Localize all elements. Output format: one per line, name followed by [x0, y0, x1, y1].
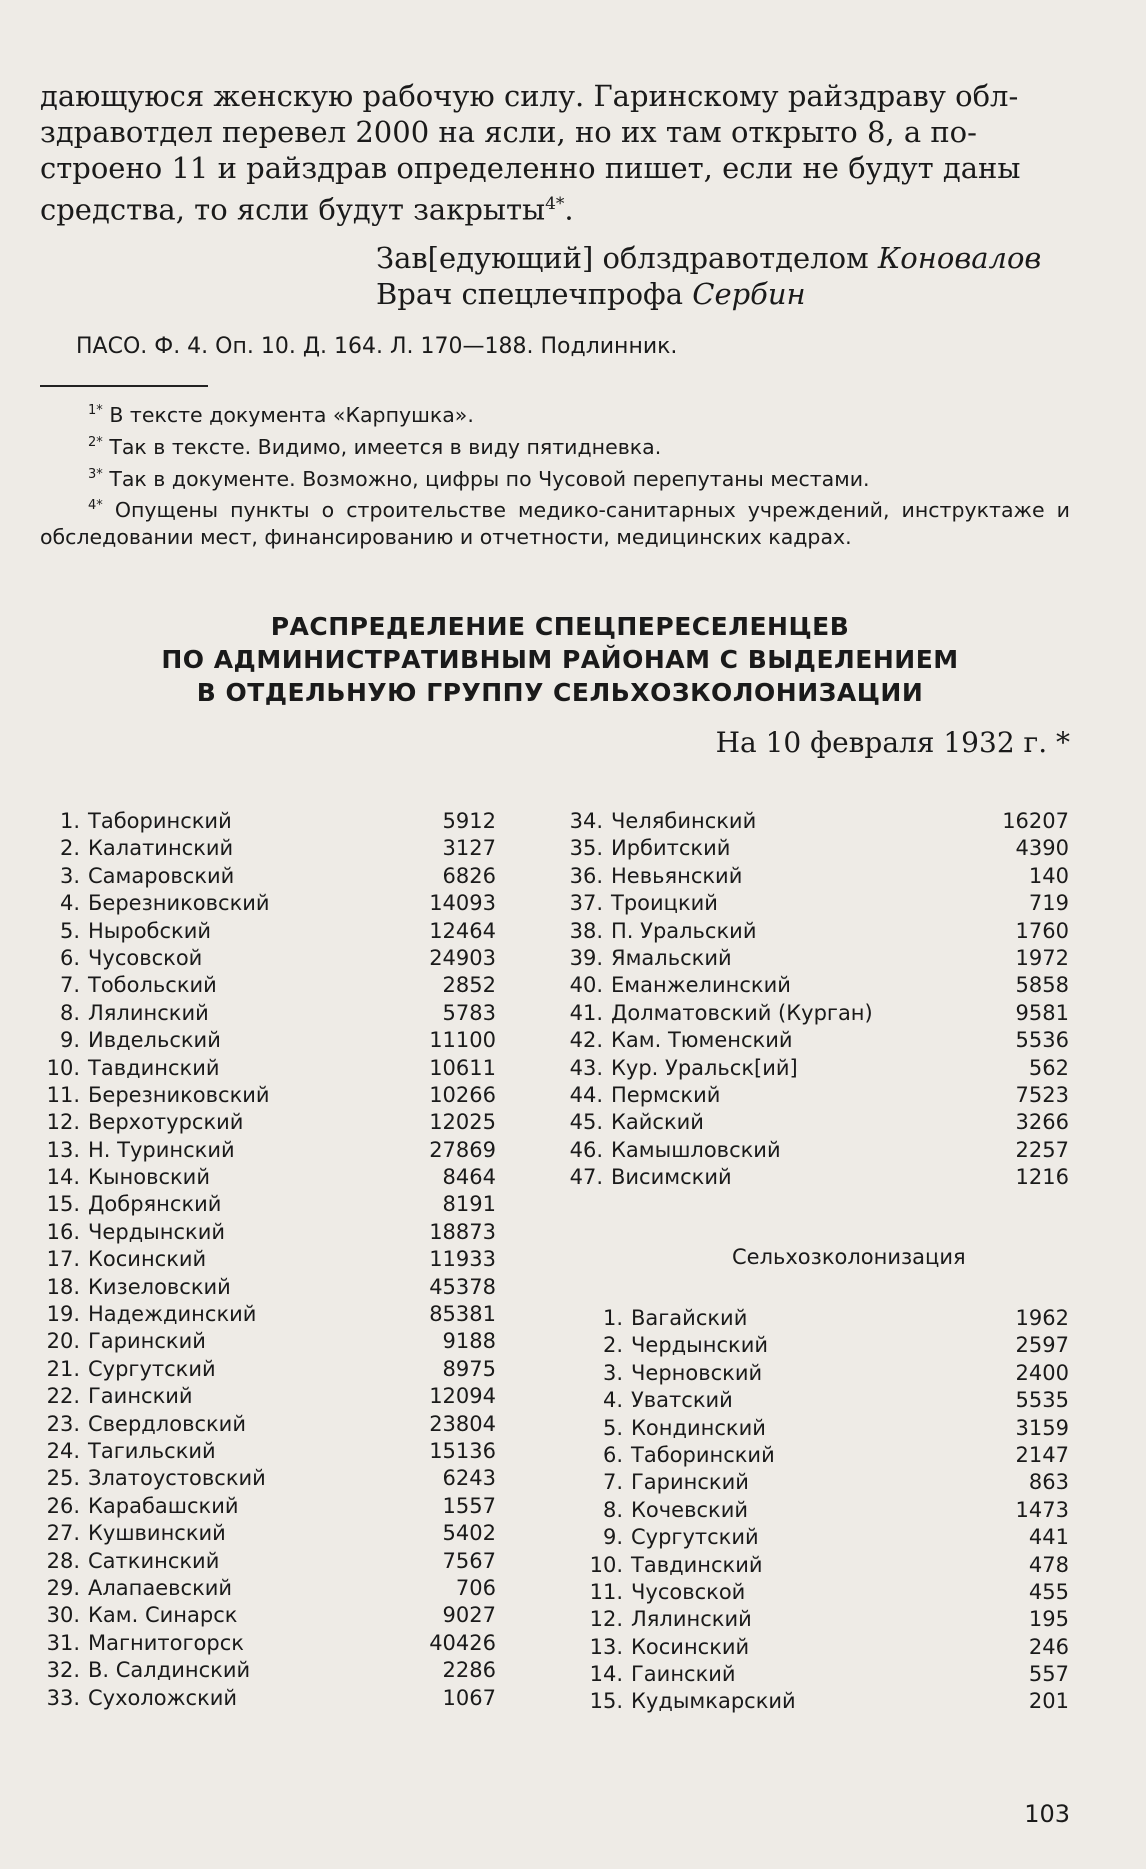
item-number: 39. — [569, 945, 603, 970]
item-number: 9. — [59, 1028, 80, 1053]
list-item — [40, 890, 496, 917]
footnote — [40, 461, 1070, 493]
item-number: 27. — [46, 1521, 80, 1546]
item-number: 47. — [569, 1165, 603, 1190]
item-name: Косинский — [88, 1247, 207, 1272]
item-value: 14093 — [429, 891, 496, 916]
item-name: Магнитогорск — [88, 1630, 244, 1655]
footnote-text: Так в тексте. Видимо, имеется в виду пятидневка. — [109, 434, 662, 459]
item-name: Таборинский — [88, 809, 232, 833]
item-value: 12025 — [429, 1110, 496, 1135]
list-item — [563, 835, 1069, 862]
item-number: 18. — [46, 1274, 80, 1299]
list-item — [40, 945, 496, 972]
item-value: 478 — [1028, 1552, 1069, 1577]
list-item — [40, 1575, 496, 1602]
item-name: В. Салдинский — [88, 1658, 251, 1683]
item-name: Чусовской — [88, 945, 203, 970]
item-name: Чусовской — [631, 1579, 746, 1604]
item-number: 21. — [46, 1356, 80, 1381]
list-item — [40, 1493, 496, 1520]
footnote-mark: 3* — [88, 466, 103, 482]
item-value: 16207 — [1002, 809, 1069, 833]
item-name: Калатинский — [88, 836, 234, 861]
item-value: 562 — [1028, 1055, 1069, 1080]
item-number: 13. — [589, 1634, 623, 1659]
item-name: Карабашский — [88, 1493, 239, 1518]
item-value: 6826 — [442, 863, 496, 888]
list-item — [583, 1442, 1069, 1469]
item-number: 28. — [46, 1548, 80, 1573]
item-number: 2. — [602, 1333, 623, 1358]
item-number: 26. — [46, 1493, 80, 1518]
item-value: 3159 — [1015, 1415, 1069, 1440]
item-number: 23. — [46, 1411, 80, 1436]
list-item — [583, 1524, 1069, 1551]
paragraph-line: здравотдел перевел 2000 на ясли, но их там открыто 8, а по- — [40, 115, 977, 149]
item-value: 1962 — [1015, 1306, 1069, 1330]
signature-title: Зав[едующий] облздравотделом — [376, 241, 869, 275]
colonization-list — [583, 1305, 1069, 1716]
item-value: 557 — [1028, 1662, 1069, 1687]
list-item — [40, 863, 496, 890]
item-number: 24. — [46, 1438, 80, 1463]
item-name: Кондинский — [631, 1415, 766, 1440]
item-number: 41. — [569, 1000, 603, 1025]
list-item — [563, 1000, 1069, 1027]
item-name: Березниковский — [88, 1082, 270, 1107]
item-name: Кудымкарский — [631, 1689, 796, 1714]
list-item — [583, 1332, 1069, 1359]
item-name: Вагайский — [631, 1306, 748, 1330]
item-number: 33. — [46, 1685, 80, 1710]
item-name: Н. Туринский — [88, 1137, 235, 1162]
item-number: 4. — [602, 1388, 623, 1413]
item-value: 24903 — [429, 945, 496, 970]
paragraph-line-text: средства, то ясли будут закрыты — [40, 192, 546, 227]
item-number: 19. — [46, 1302, 80, 1327]
item-number: 30. — [46, 1603, 80, 1628]
list-item — [563, 863, 1069, 890]
item-name: Долматовский (Курган) — [611, 1000, 873, 1025]
item-number: 40. — [569, 973, 603, 998]
list-item — [563, 1055, 1069, 1082]
list-item — [563, 1109, 1069, 1136]
list-item — [40, 1520, 496, 1547]
item-name: Тавдинский — [88, 1055, 220, 1080]
item-name: Кушвинский — [88, 1521, 226, 1546]
list-item — [583, 1469, 1069, 1496]
item-value: 6243 — [442, 1466, 496, 1491]
item-value: 18873 — [429, 1219, 496, 1244]
item-name: Чердынский — [88, 1219, 226, 1244]
list-item — [583, 1305, 1069, 1332]
item-name: П. Уральский — [611, 918, 757, 943]
footnote-mark: 1* — [88, 403, 103, 418]
footnote-divider — [40, 385, 208, 387]
item-name: Самаровский — [88, 863, 235, 888]
list-item — [40, 1383, 496, 1410]
item-number: 17. — [46, 1247, 80, 1272]
item-value: 2147 — [1015, 1442, 1069, 1467]
list-item — [583, 1688, 1069, 1715]
footnote-text: Так в документе. Возможно, цифры по Чусовой перепутаны местами. — [109, 466, 870, 491]
title-line: В ОТДЕЛЬНУЮ ГРУППУ СЕЛЬХОЗКОЛОНИЗАЦИИ — [196, 678, 924, 707]
item-value: 1972 — [1015, 945, 1069, 970]
list-item — [40, 1328, 496, 1355]
list-item — [563, 1137, 1069, 1164]
item-number: 4. — [59, 891, 80, 916]
item-number: 6. — [59, 945, 80, 970]
right-district-list — [563, 808, 1069, 1191]
item-value: 11933 — [429, 1247, 496, 1272]
item-number: 2. — [59, 836, 80, 861]
item-value: 45378 — [429, 1274, 496, 1299]
item-number: 25. — [46, 1466, 80, 1491]
list-item — [40, 1657, 496, 1684]
footnote-ref: 4* — [545, 194, 565, 214]
footnote-text: В тексте документа «Карпушка». — [109, 402, 474, 427]
item-value: 140 — [1028, 863, 1069, 888]
item-number: 5. — [59, 918, 80, 943]
item-number: 38. — [569, 918, 603, 943]
item-name: Ямальский — [611, 945, 732, 970]
list-item — [40, 1438, 496, 1465]
item-name: Черновский — [631, 1360, 763, 1385]
item-value: 23804 — [429, 1411, 496, 1436]
item-value: 3127 — [442, 836, 496, 861]
list-item — [563, 972, 1069, 999]
footnote — [40, 397, 1070, 429]
item-number: 20. — [46, 1329, 80, 1354]
item-name: Кам. Тюменский — [611, 1028, 793, 1053]
item-value: 12464 — [429, 918, 496, 943]
item-value: 27869 — [429, 1137, 496, 1162]
item-name: Надеждинский — [88, 1302, 257, 1327]
item-value: 1760 — [1015, 918, 1069, 943]
list-item — [40, 1685, 496, 1712]
item-value: 5912 — [442, 809, 496, 833]
item-number: 35. — [569, 836, 603, 861]
paragraph-line — [40, 186, 1070, 228]
item-name: Чердынский — [631, 1333, 769, 1358]
item-name: Таборинский — [631, 1442, 775, 1467]
signature-name: Коновалов — [877, 241, 1042, 275]
list-item — [40, 1246, 496, 1273]
item-number: 3. — [602, 1360, 623, 1385]
item-value: 85381 — [429, 1302, 496, 1327]
list-item — [40, 972, 496, 999]
item-value: 455 — [1028, 1579, 1069, 1604]
item-name: Тагильский — [88, 1438, 216, 1463]
item-value: 195 — [1028, 1607, 1069, 1632]
item-number: 12. — [46, 1110, 80, 1135]
item-number: 8. — [59, 1000, 80, 1025]
page-number: 103 — [1024, 1800, 1070, 1828]
item-value: 7567 — [442, 1548, 496, 1573]
item-value: 15136 — [429, 1438, 496, 1463]
list-item — [583, 1387, 1069, 1414]
item-name: Камышловский — [611, 1137, 781, 1162]
item-name: Кыновский — [88, 1165, 210, 1190]
signature-name: Сербин — [692, 277, 806, 311]
colonization-heading: Сельхозколонизация — [732, 1245, 966, 1269]
item-number: 7. — [602, 1470, 623, 1495]
item-number: 22. — [46, 1384, 80, 1409]
item-number: 14. — [46, 1165, 80, 1190]
list-item — [40, 1191, 496, 1218]
item-value: 4390 — [1015, 836, 1069, 861]
list-item — [583, 1606, 1069, 1633]
item-value: 719 — [1028, 891, 1069, 916]
item-name: Еманжелинский — [611, 973, 791, 998]
list-item — [563, 945, 1069, 972]
item-value: 7523 — [1015, 1082, 1069, 1107]
item-name: Верхотурский — [88, 1110, 244, 1135]
item-name: Троицкий — [611, 891, 718, 916]
list-item — [563, 1027, 1069, 1054]
item-name: Кизеловский — [88, 1274, 231, 1299]
document-title — [40, 610, 1080, 709]
item-number: 16. — [46, 1219, 80, 1244]
item-name: Ирбитский — [611, 836, 731, 861]
list-item — [40, 1137, 496, 1164]
item-number: 34. — [569, 809, 603, 833]
item-name: Златоустовский — [88, 1466, 266, 1491]
item-name: Алапаевский — [88, 1575, 233, 1600]
title-line: РАСПРЕДЕЛЕНИЕ СПЕЦПЕРЕСЕЛЕНЦЕВ — [270, 612, 850, 641]
item-number: 42. — [569, 1028, 603, 1053]
item-value: 1557 — [442, 1493, 496, 1518]
list-item — [563, 918, 1069, 945]
item-value: 2852 — [442, 973, 496, 998]
item-number: 6. — [602, 1442, 623, 1467]
item-value: 11100 — [429, 1028, 496, 1053]
item-name: Уватский — [631, 1388, 733, 1413]
item-value: 5535 — [1015, 1388, 1069, 1413]
item-value: 8975 — [442, 1356, 496, 1381]
document-date: На 10 февраля 1932 г. * — [715, 726, 1070, 759]
footnote-text: Опущены пункты о строительстве медико-санитарных учреждений, инструктаже и обследовании мест, финансированию и отчетности, медицинских кадрах. — [40, 498, 1070, 550]
footnote — [40, 492, 1070, 551]
list-item — [583, 1497, 1069, 1524]
list-item — [583, 1661, 1069, 1688]
item-number: 1. — [602, 1306, 623, 1330]
item-value: 1067 — [442, 1685, 496, 1710]
item-number: 32. — [46, 1658, 80, 1683]
item-name: Сургутский — [88, 1356, 216, 1381]
list-item — [40, 1356, 496, 1383]
list-item — [563, 890, 1069, 917]
list-item — [583, 1579, 1069, 1606]
item-name: Кур. Уральск[ий] — [611, 1055, 798, 1080]
signature-line — [376, 276, 1041, 312]
item-value: 5536 — [1015, 1028, 1069, 1053]
item-name: Саткинский — [88, 1548, 220, 1573]
list-item — [40, 1109, 496, 1136]
item-number: 11. — [589, 1579, 623, 1604]
item-name: Сургутский — [631, 1525, 759, 1550]
body-paragraph — [40, 78, 1070, 228]
footnotes — [40, 397, 1070, 551]
list-item — [583, 1634, 1069, 1661]
item-number: 36. — [569, 863, 603, 888]
list-item — [583, 1552, 1069, 1579]
list-item — [563, 808, 1069, 835]
item-number: 8. — [602, 1497, 623, 1522]
signature-block — [376, 240, 1041, 312]
item-value: 201 — [1028, 1689, 1069, 1714]
list-item — [40, 1465, 496, 1492]
item-name: Гаинский — [88, 1384, 193, 1409]
list-item — [40, 835, 496, 862]
list-item — [583, 1415, 1069, 1442]
item-number: 44. — [569, 1082, 603, 1107]
item-number: 9. — [602, 1525, 623, 1550]
item-number: 13. — [46, 1137, 80, 1162]
item-name: Гаринский — [88, 1329, 206, 1354]
item-number: 10. — [46, 1055, 80, 1080]
item-value: 2257 — [1015, 1137, 1069, 1162]
item-name: Кайский — [611, 1110, 704, 1135]
footnote — [40, 429, 1070, 461]
item-name: Косинский — [631, 1634, 750, 1659]
item-name: Пермский — [611, 1082, 721, 1107]
paragraph-line: дающуюся женскую рабочую силу. Гаринскому райздраву обл- — [40, 79, 1019, 113]
item-name: Добрянский — [88, 1192, 222, 1217]
item-value: 5783 — [442, 1000, 496, 1025]
item-value: 10611 — [429, 1055, 496, 1080]
list-item — [40, 1411, 496, 1438]
item-value: 9188 — [442, 1329, 496, 1354]
signature-line — [376, 240, 1041, 276]
item-number: 5. — [602, 1415, 623, 1440]
item-name: Лялинский — [631, 1607, 752, 1632]
list-item — [40, 1602, 496, 1629]
item-name: Сухоложский — [88, 1685, 238, 1710]
item-name: Березниковский — [88, 891, 270, 916]
item-value: 10266 — [429, 1082, 496, 1107]
item-value: 5858 — [1015, 973, 1069, 998]
item-value: 9581 — [1015, 1000, 1069, 1025]
footnote-mark: 4* — [88, 498, 103, 514]
item-number: 31. — [46, 1630, 80, 1655]
list-item — [40, 1548, 496, 1575]
item-value: 2597 — [1015, 1333, 1069, 1358]
paragraph-line: строено 11 и райздрав определенно пишет, если не будут даны — [40, 151, 1021, 185]
item-name: Ивдельский — [88, 1028, 221, 1053]
item-value: 40426 — [429, 1630, 496, 1655]
item-name: Тавдинский — [631, 1552, 763, 1577]
signature-title: Врач спецлечпрофа — [376, 277, 684, 311]
item-number: 15. — [46, 1192, 80, 1217]
item-value: 863 — [1028, 1470, 1069, 1495]
item-name: Кам. Синарск — [88, 1603, 238, 1628]
item-value: 2286 — [442, 1658, 496, 1683]
paragraph-end: . — [564, 192, 574, 227]
list-item — [40, 808, 496, 835]
item-number: 11. — [46, 1082, 80, 1107]
title-line: ПО АДМИНИСТРАТИВНЫМ РАЙОНАМ С ВЫДЕЛЕНИЕМ — [161, 645, 959, 674]
item-name: Гаринский — [631, 1470, 749, 1495]
item-name: Гаинский — [631, 1662, 736, 1687]
item-value: 5402 — [442, 1521, 496, 1546]
list-item — [40, 1082, 496, 1109]
item-value: 8191 — [442, 1192, 496, 1217]
item-value: 2400 — [1015, 1360, 1069, 1385]
item-name: Кочевский — [631, 1497, 748, 1522]
item-number: 14. — [589, 1662, 623, 1687]
list-item — [40, 1219, 496, 1246]
item-value: 8464 — [442, 1165, 496, 1190]
item-number: 37. — [569, 891, 603, 916]
item-number: 45. — [569, 1110, 603, 1135]
item-value: 706 — [455, 1575, 496, 1600]
list-item — [583, 1360, 1069, 1387]
item-value: 3266 — [1015, 1110, 1069, 1135]
item-number: 12. — [589, 1607, 623, 1632]
list-item — [563, 1164, 1069, 1191]
list-item — [40, 1164, 496, 1191]
list-item — [40, 1274, 496, 1301]
list-item — [40, 1630, 496, 1657]
footnote-mark: 2* — [88, 434, 103, 450]
item-number: 46. — [569, 1137, 603, 1162]
list-item — [563, 1082, 1069, 1109]
item-name: Челябинский — [611, 809, 757, 833]
item-number: 15. — [589, 1689, 623, 1714]
item-value: 9027 — [442, 1603, 496, 1628]
item-number: 29. — [46, 1575, 80, 1600]
item-name: Невьянский — [611, 863, 743, 888]
archive-source: ПАСО. Ф. 4. Оп. 10. Д. 164. Л. 170—188. Подлинник. — [76, 334, 678, 359]
item-number: 7. — [59, 973, 80, 998]
item-number: 1. — [59, 809, 80, 833]
item-name: Ныробский — [88, 918, 212, 943]
item-value: 1473 — [1015, 1497, 1069, 1522]
item-name: Лялинский — [88, 1000, 209, 1025]
item-number: 3. — [59, 863, 80, 888]
list-item — [40, 1000, 496, 1027]
list-item — [40, 1055, 496, 1082]
item-name: Висимский — [611, 1165, 732, 1190]
item-number: 10. — [589, 1552, 623, 1577]
list-item — [40, 1301, 496, 1328]
item-value: 441 — [1028, 1525, 1069, 1550]
list-item — [40, 918, 496, 945]
item-value: 246 — [1028, 1634, 1069, 1659]
list-item — [40, 1027, 496, 1054]
item-value: 12094 — [429, 1384, 496, 1409]
item-name: Свердловский — [88, 1411, 246, 1436]
left-district-list — [40, 808, 496, 1712]
item-value: 1216 — [1015, 1165, 1069, 1190]
item-number: 43. — [569, 1055, 603, 1080]
item-name: Тобольский — [88, 973, 217, 998]
